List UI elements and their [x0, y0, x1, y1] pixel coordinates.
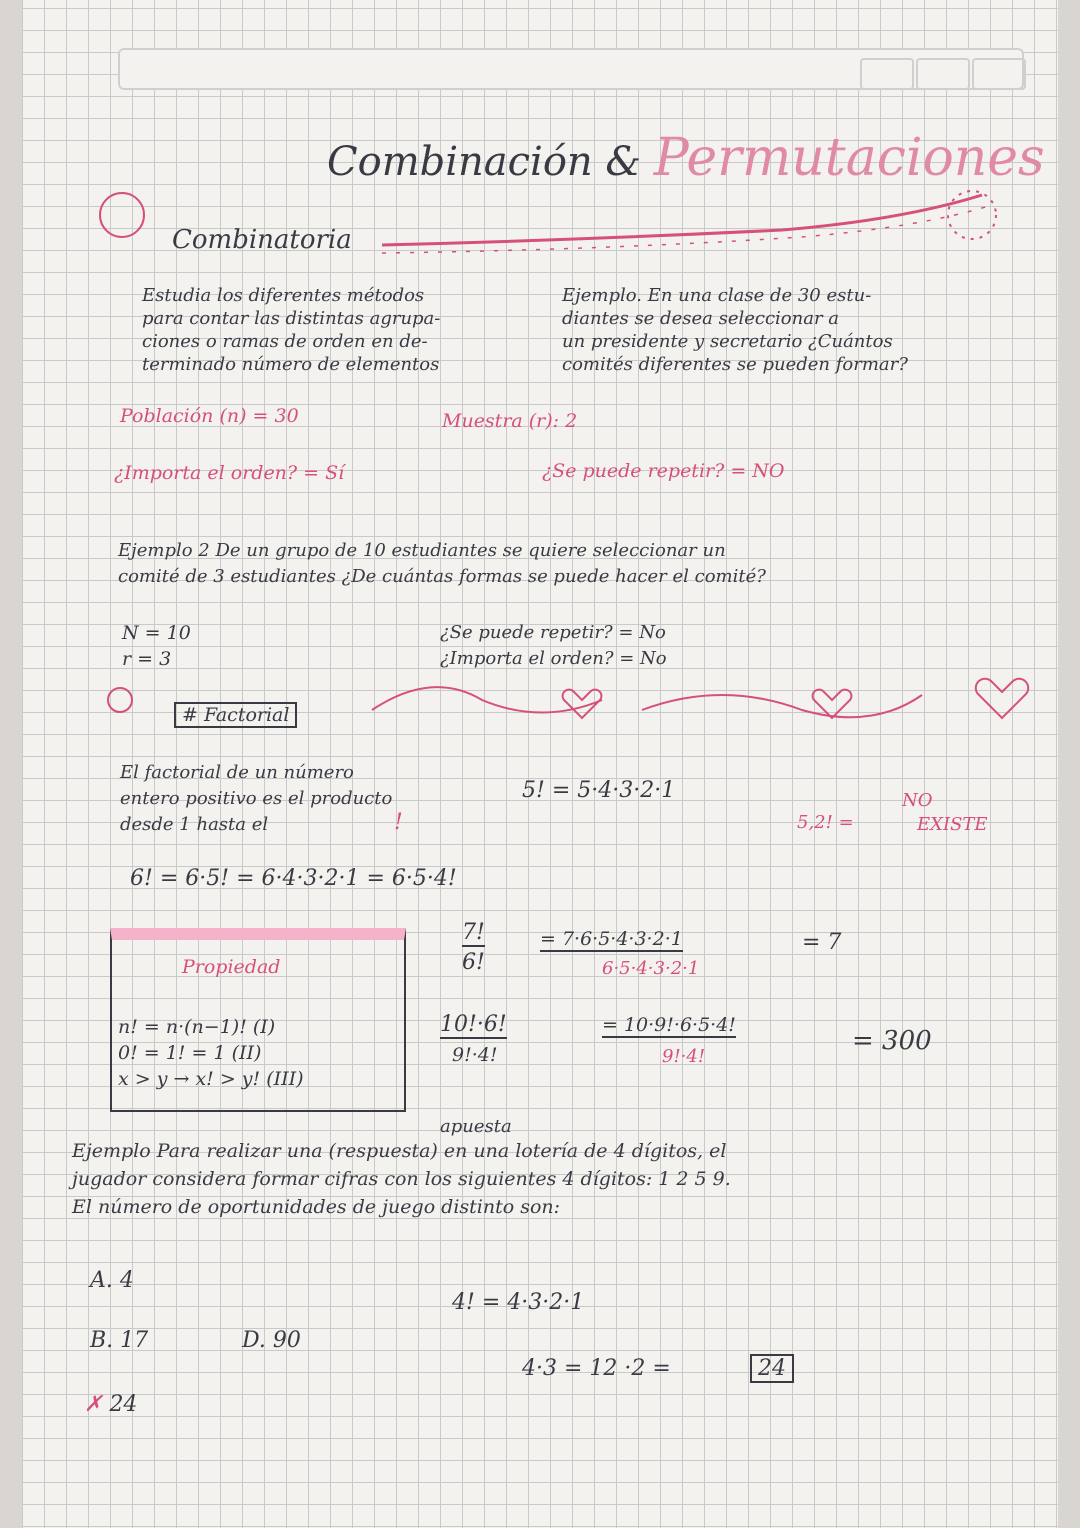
definition-line: terminado número de elementos — [142, 354, 440, 375]
frac1-denominator: 6! — [462, 950, 485, 975]
definition-line: para contar las distintas agrupa- — [142, 308, 441, 329]
frac2-result: = 300 — [852, 1026, 932, 1056]
date-box — [972, 58, 1026, 90]
frac1-numerator: 7! — [462, 920, 485, 945]
factorial-heading: # Factorial — [174, 702, 297, 728]
n-value: N = 10 — [122, 622, 191, 644]
title-permutaciones: Permutaciones — [653, 128, 1045, 188]
combinatoria-heading: Combinatoria — [172, 225, 352, 255]
option-c-value: 24 — [109, 1392, 138, 1417]
factorial-def-line: entero positivo es el producto — [120, 788, 393, 809]
definition-line: Estudia los diferentes métodos — [142, 285, 425, 306]
example2-line: Ejemplo 2 De un grupo de 10 estudiantes se quiere seleccionar un — [118, 540, 726, 561]
date-box — [916, 58, 970, 90]
frac1-result: = 7 — [802, 930, 842, 955]
calc-line-2: 4·3 = 12 ·2 = — [522, 1356, 671, 1381]
cross-mark-icon: ✗ — [84, 1392, 103, 1417]
example-line: Ejemplo. En una clase de 30 estu- — [562, 285, 872, 306]
answer-box: 24 — [750, 1354, 794, 1383]
factorial-example-5: 5! = 5·4·3·2·1 — [522, 778, 676, 803]
example3-line: El número de oportunidades de juego distinto son: — [72, 1196, 561, 1218]
property-title: Propiedad — [182, 956, 281, 978]
frac1-expand-den: 6·5·4·3·2·1 — [602, 958, 700, 979]
factorial-def-line: El factorial de un número — [120, 762, 354, 783]
factorial-def-line: desde 1 hasta el — [120, 814, 269, 835]
title-combinacion: Combinación — [327, 139, 593, 185]
notebook-page — [22, 0, 1058, 1528]
calc-line-1: 4! = 4·3·2·1 — [452, 1290, 585, 1315]
example3-line: jugador considera formar cifras con los siguientes 4 dígitos: 1 2 5 9. — [72, 1168, 731, 1190]
example-line: diantes se desea seleccionar a — [562, 308, 840, 329]
sample: Muestra (r): 2 — [442, 410, 578, 432]
option-c — [84, 1392, 137, 1417]
property-line: 0! = 1! = 1 (II) — [118, 1042, 262, 1064]
example3-line: Ejemplo Para realizar una (respuesta) en una lotería de 4 dígitos, el — [72, 1140, 727, 1162]
property-line: x > y → x! > y! (III) — [118, 1068, 304, 1090]
frac2-expand-num: = 10·9!·6·5·4! — [602, 1014, 736, 1036]
order-question: ¿Importa el orden? = Sí — [114, 462, 345, 484]
population: Población (n) = 30 — [120, 405, 299, 427]
repeat-question: ¿Se puede repetir? = NO — [542, 460, 785, 482]
no-existe: EXISTE — [917, 814, 988, 835]
page-header-bar — [118, 48, 1024, 90]
factorial-bang: ! — [394, 810, 403, 835]
no-existe: NO — [902, 790, 933, 811]
example2-order: ¿Importa el orden? = No — [440, 648, 667, 669]
option-b: B. 17 — [90, 1328, 149, 1353]
frac2-denominator: 9!·4! — [452, 1044, 498, 1066]
example2-repeat: ¿Se puede repetir? = No — [440, 622, 666, 643]
property-line: n! = n·(n−1)! (I) — [118, 1016, 276, 1038]
option-d: D. 90 — [242, 1328, 301, 1353]
r-value: r = 3 — [122, 648, 172, 670]
title-amp: & — [605, 139, 641, 185]
example2-line: comité de 3 estudiantes ¿De cuántas formas se puede hacer el comité? — [118, 566, 766, 587]
factorial-example-52: 5,2! = — [797, 812, 854, 833]
factorial-example-6: 6! = 6·5! = 6·4·3·2·1 = 6·5·4! — [130, 866, 457, 891]
date-box — [860, 58, 914, 90]
option-a: A. 4 — [90, 1268, 134, 1293]
frac2-expand-den: 9!·4! — [662, 1046, 706, 1067]
frac2-numerator: 10!·6! — [440, 1012, 507, 1037]
example-line: comités diferentes se pueden formar? — [562, 354, 908, 375]
apuesta-annotation: apuesta — [440, 1116, 512, 1137]
definition-line: ciones o ramas de orden en de- — [142, 331, 428, 352]
example-line: un presidente y secretario ¿Cuántos — [562, 331, 893, 352]
frac1-expand-num: = 7·6·5·4·3·2·1 — [540, 928, 683, 950]
